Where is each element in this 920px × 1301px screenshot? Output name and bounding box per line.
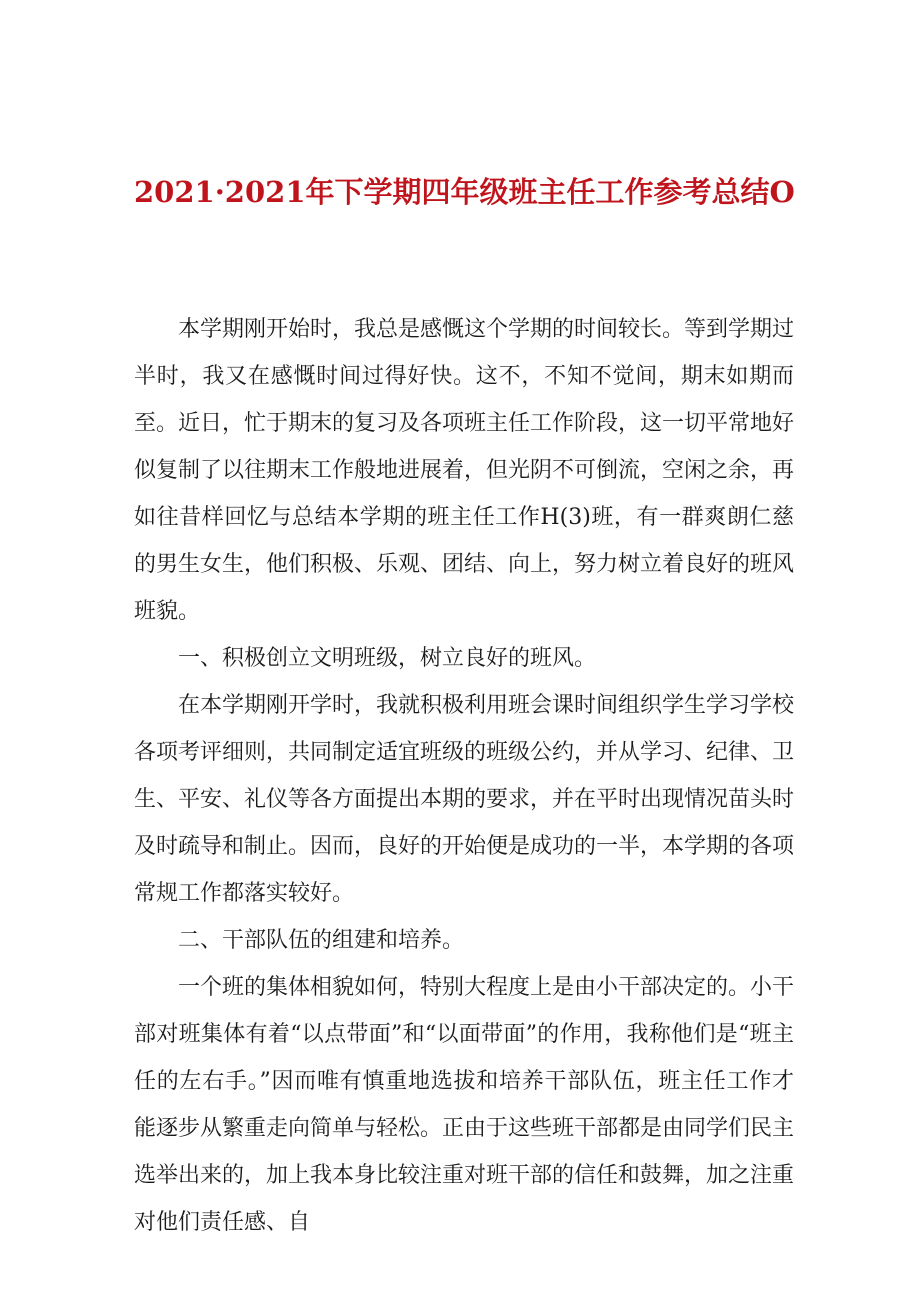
section-heading-1: 一、积极创立文明班级，树立良好的班风。 xyxy=(178,646,597,671)
paragraph-section-2: 一个班的集体相貌如何，特别大程度上是由小干部决定的。小干部对班集体有着“以点带面”和“以面带面”的作用，我称他们是“班主任的左右手。”因而唯有慎重地选拔和培养干部队伍，班主任工作才能逐步从繁重走向简单与轻松。正由于这些班干部都是由同学们民主选举出来的，加上我本身比较注重对班干部的信任和鼓舞，加之注重对他们责任感、自 xyxy=(134,975,795,1235)
paragraph-section-1: 在本学期刚开学时，我就积极利用班会课时间组织学生学习学校各项考评细则，共同制定适宜班级的班级公约，并从学习、纪律、卫生、平安、礼仪等各方面提出本期的要求，并在平时出现情况苗头时及时疏导和制止。因而，良好的开始便是成功的一半，本学期的各项常规工作都落实较好。 xyxy=(134,693,795,906)
document-body xyxy=(134,306,794,1246)
section-heading-2: 二、干部队伍的组建和培养。 xyxy=(178,928,465,953)
document-title: 2021·2021年下学期四年级班主任工作参考总结O xyxy=(134,175,795,209)
paragraph-intro: 本学期刚开始时，我总是感慨这个学期的时间较长。等到学期过半时，我又在感慨时间过得好快。这不，不知不觉间，期末如期而至。近日，忙于期末的复习及各项班主任工作阶段，这一切平常地好似复制了以往期末工作般地进展着，但光阴不可倒流，空闲之余，再如往昔样回忆与总结本学期的班主任工作H(3)班，有一群爽朗仁慈的男生女生，他们积极、乐观、团结、向上，努力树立着良好的班风班貌。 xyxy=(134,317,795,624)
